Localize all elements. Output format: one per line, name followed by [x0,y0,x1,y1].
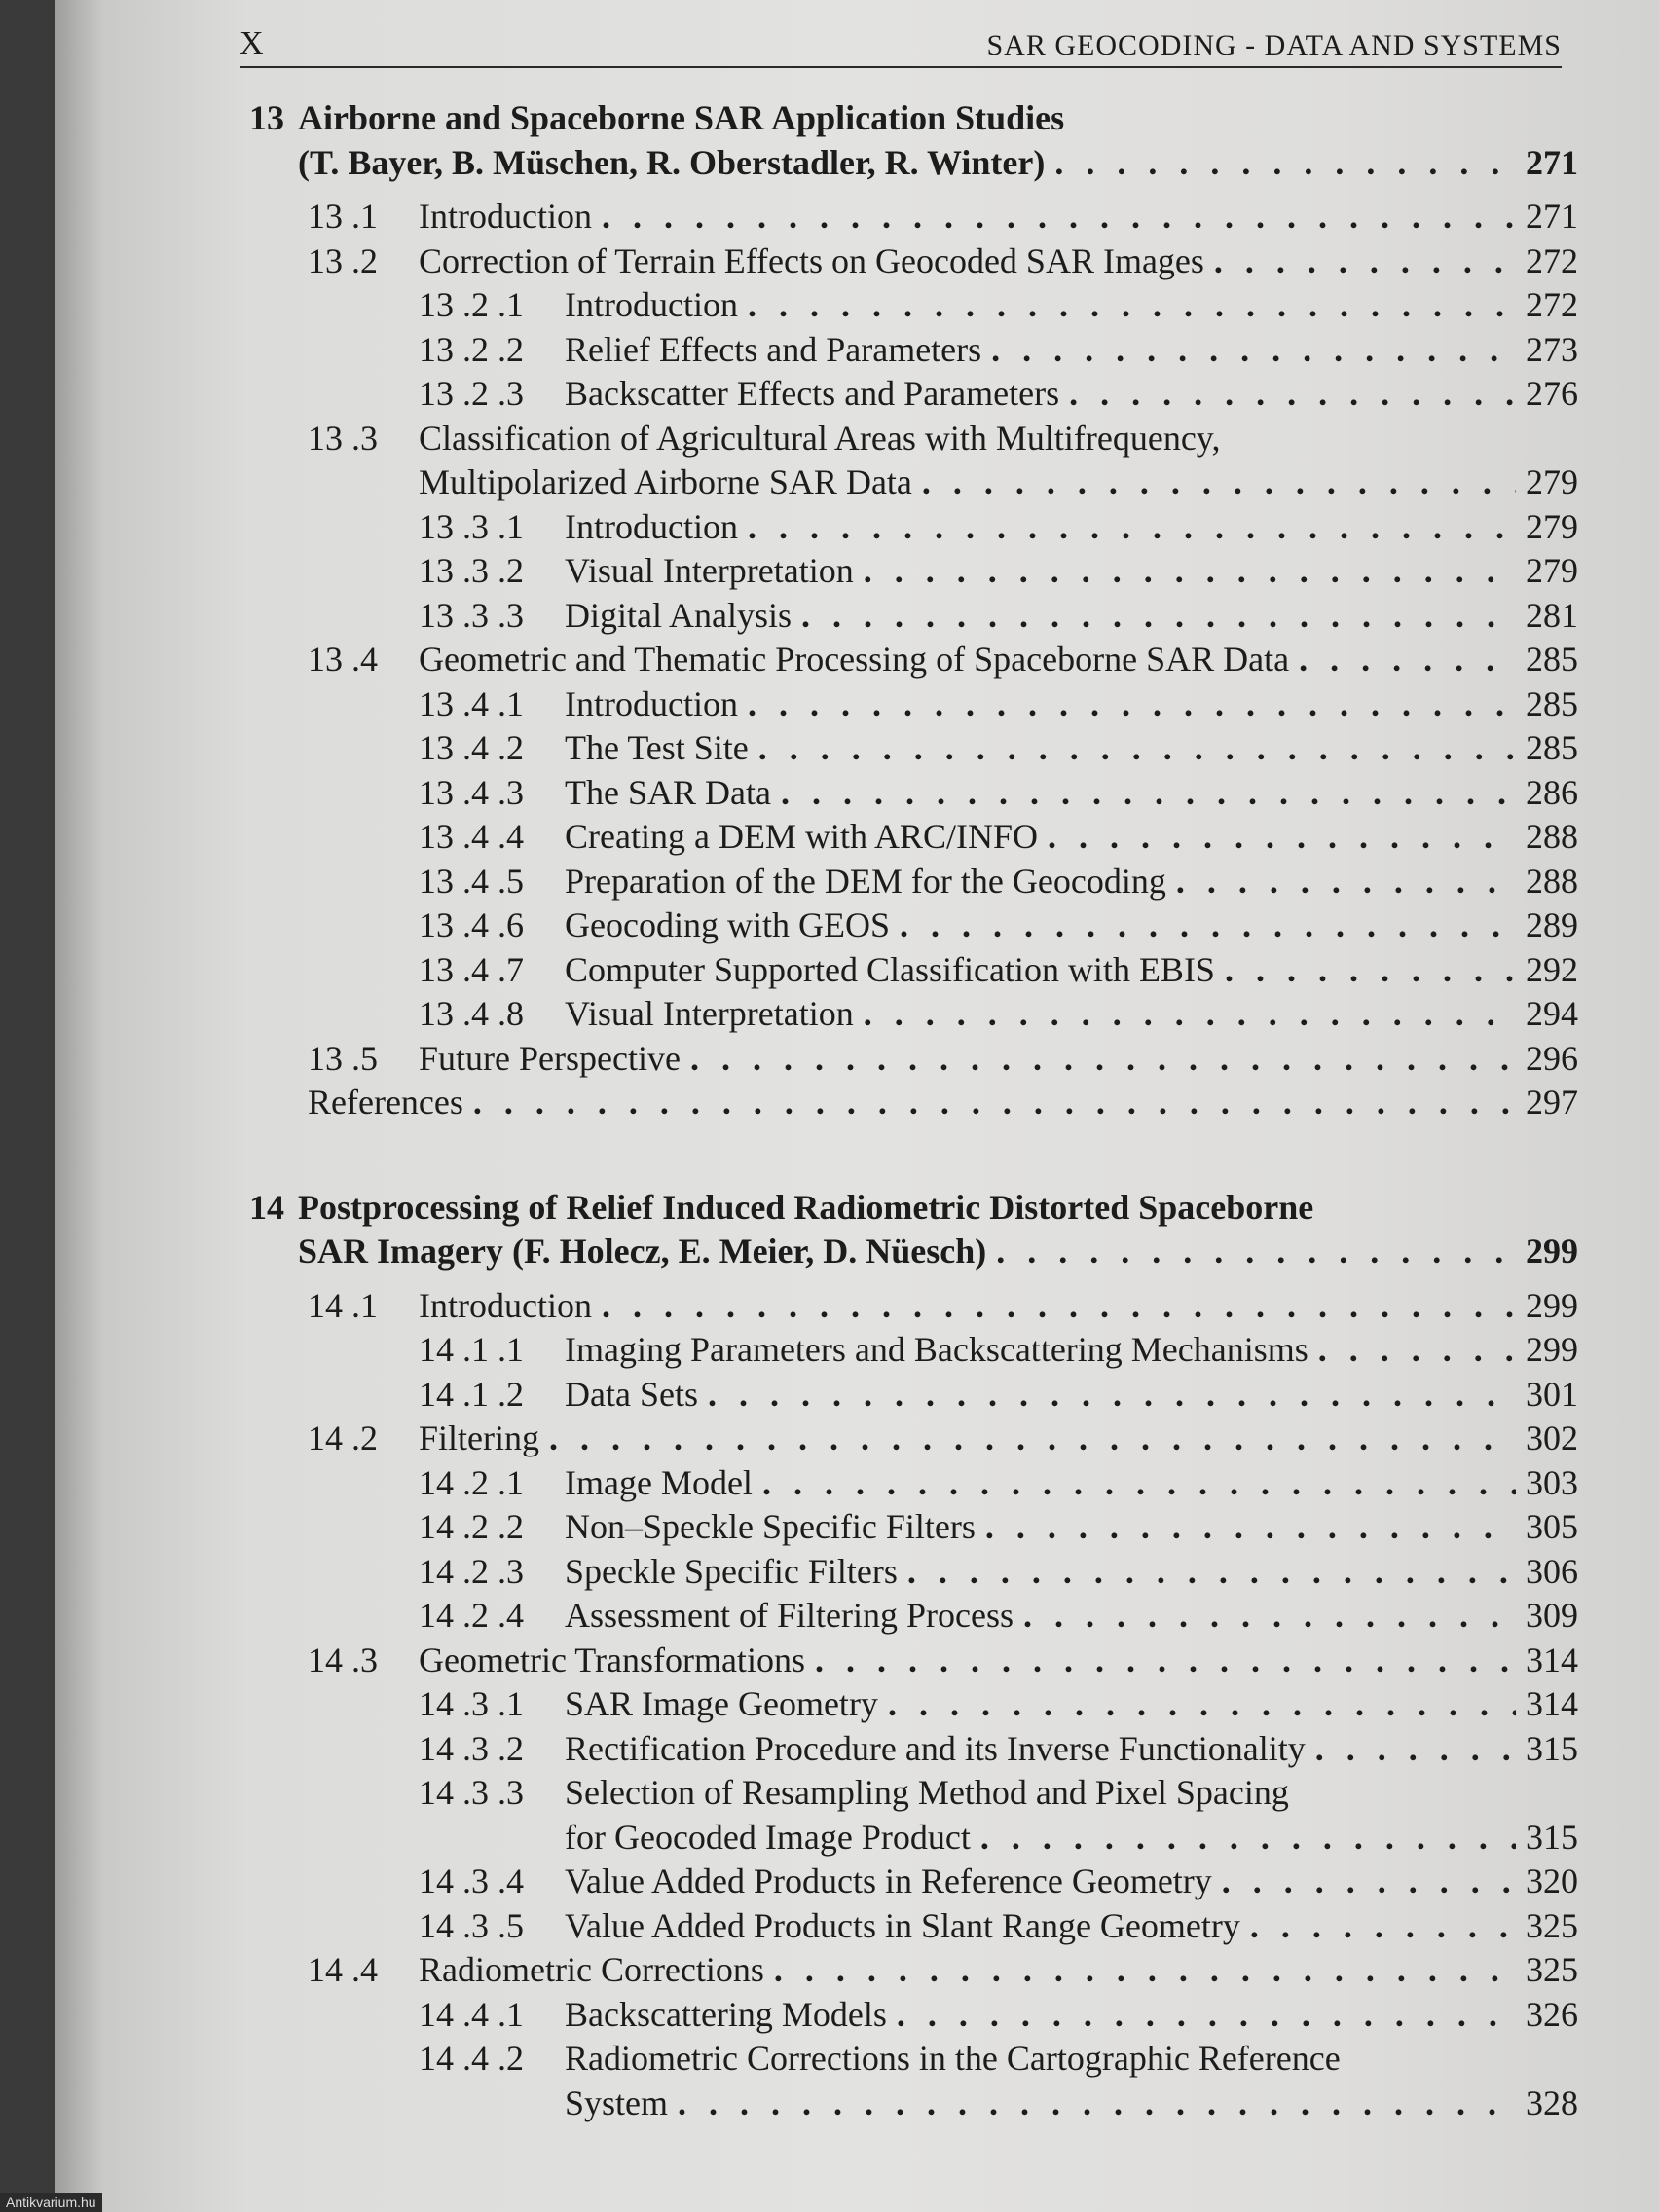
entry-title: Assessment of Filtering Process [565,1596,1014,1635]
entry-title-line [565,949,1578,990]
page-number: 309 [1526,1596,1578,1635]
dot-leader [1250,1905,1516,1946]
page-number: 285 [1526,683,1578,723]
dot-leader [602,196,1516,237]
entry-number: 13 .5 [308,1038,378,1078]
entry-title-line [565,373,1578,414]
entry-title-line [565,1595,1578,1636]
dot-leader [864,993,1516,1034]
entry-number: 14 .3 .4 [419,1862,524,1900]
entry-title: The SAR Data [565,772,771,812]
entry-number: 13 .3 .3 [419,595,524,635]
entry-title: Introduction [565,285,738,324]
entry-title: Future Perspective [419,1038,681,1078]
dot-leader [1214,240,1516,281]
entry-number: 14 .3 [308,1640,378,1679]
entry-title-line [565,1374,1578,1415]
entry-number: 14 .2 .1 [419,1462,524,1502]
page-number: 288 [1526,817,1578,856]
dot-leader [762,1462,1516,1503]
dot-leader [473,1082,1516,1123]
entry-title: Radiometric Corrections in the Cartographic Reference [565,2039,1341,2078]
entry-number: 13 .4 .5 [419,861,524,901]
entry-title-line [565,1772,1578,1813]
entry-title: Geometric Transformations [419,1640,805,1679]
entry-number: 14 .4 [308,1950,378,1989]
entry-title-line [298,1231,1578,1272]
entry-title: Filtering [419,1419,539,1457]
dot-leader [991,329,1516,370]
page-number: 301 [1526,1374,1578,1414]
entry-number: 13 .1 [308,197,378,236]
page-number: 299 [1526,1285,1578,1325]
entry-title: Geometric and Thematic Processing of Spaceborne SAR Data [419,640,1290,679]
entry-number: 13 .4 .2 [419,728,524,767]
entry-title: The Test Site [565,728,749,767]
page-number: 273 [1526,329,1578,369]
page-number: 299 [1526,1330,1578,1369]
entry-title-line [308,1082,1578,1123]
page-number: 325 [1526,1905,1578,1945]
entry-number: 14 .2 .2 [419,1507,524,1546]
entry-number: 14 .3 .5 [419,1905,524,1945]
entry-title: Introduction [419,197,592,236]
entry-title: Introduction [419,1285,592,1325]
entry-title: Non–Speckle Specific Filters [565,1507,976,1546]
entry-title-line [565,1905,1578,1946]
dot-leader [922,461,1516,502]
entry-number: 13 .4 .6 [419,905,524,944]
page-number: 292 [1526,949,1578,989]
dot-leader [708,1374,1516,1415]
entry-title-line [565,550,1578,591]
dot-leader [900,904,1516,945]
dot-leader [907,1551,1516,1592]
dot-leader [678,2083,1516,2123]
entry-title-line [419,1949,1578,1990]
entry-number: 13 .2 [308,240,378,280]
entry-title-line [419,1418,1578,1458]
dot-leader [1225,949,1516,990]
entry-number: 14 .1 .1 [419,1330,524,1369]
dot-leader [690,1038,1516,1079]
page-number: 276 [1526,374,1578,413]
entry-title: System [565,2083,669,2122]
entry-number: 13 .2 .1 [419,285,524,324]
entry-title-line [419,418,1578,459]
page-number: 314 [1526,1684,1578,1723]
page-number: 305 [1526,1507,1578,1546]
entry-title: Image Model [565,1462,753,1502]
page-number: 272 [1526,240,1578,280]
dot-leader [897,1994,1516,2035]
entry-number: 13 .4 .4 [419,817,524,856]
entry-title: Postprocessing of Relief Induced Radiometric Distorted Spaceborne [298,1187,1314,1227]
entry-title: Preparation of the DEM for the Geocoding [565,861,1166,901]
page-number: 306 [1526,1551,1578,1591]
entry-number: 13 .4 .7 [419,949,524,989]
entry-title-line [419,461,1578,502]
entry-title-line [565,1994,1578,2035]
page-number: 286 [1526,772,1578,812]
page-number-roman: X [240,25,264,61]
entry-title-line [565,1462,1578,1503]
page-number: 326 [1526,1994,1578,2034]
dot-leader [980,1817,1516,1858]
entry-title-line [565,727,1578,768]
entry-title-line [565,1329,1578,1370]
page-number: 314 [1526,1640,1578,1679]
entry-title-line [565,1728,1578,1769]
entry-title: Value Added Products in Reference Geometry [565,1862,1212,1900]
entry-title-line [565,772,1578,813]
page-number: 299 [1526,1232,1578,1271]
page-number: 302 [1526,1419,1578,1457]
entry-number: 14 .3 .2 [419,1728,524,1768]
entry-title-line [419,196,1578,237]
entry-title: Visual Interpretation [565,994,854,1033]
dot-leader [1299,639,1516,680]
page-number: 296 [1526,1038,1578,1078]
entry-number: 13 .3 [308,418,378,458]
entry-number: 13 .3 .1 [419,506,524,546]
entry-title-line [565,329,1578,370]
entry-title-line [565,595,1578,636]
entry-title: Classification of Agricultural Areas with Multifrequency, [419,418,1221,458]
entry-title-line [298,1187,1578,1228]
page-number: 281 [1526,595,1578,635]
entry-title: Creating a DEM with ARC/INFO [565,817,1038,856]
entry-title-line [565,993,1578,1034]
entry-title-line [565,1506,1578,1547]
dot-leader [888,1683,1516,1724]
entry-title: Computer Supported Classification with EBIS [565,949,1215,989]
dot-leader [1315,1728,1516,1769]
entry-title-line [565,284,1578,325]
entry-title-line [565,1861,1578,1901]
entry-title-line [565,904,1578,945]
running-header [240,23,1562,68]
page-number: 320 [1526,1862,1578,1900]
dot-leader [1048,816,1516,857]
book-page [55,0,1659,2212]
entry-number: 13 .3 .2 [419,551,524,590]
entry-number: 14 [249,1187,284,1227]
entry-number: 13 .2 .3 [419,374,524,413]
page-number: 271 [1526,197,1578,236]
page-number: 279 [1526,551,1578,590]
page-number: 279 [1526,462,1578,501]
entry-number: 13 .4 .1 [419,683,524,723]
entry-title-line [419,240,1578,281]
running-title: SAR GEOCODING - DATA AND SYSTEMS [986,29,1562,61]
dot-leader [1054,142,1516,183]
dot-leader [996,1231,1516,1272]
entry-title: Value Added Products in Slant Range Geometry [565,1905,1240,1945]
entry-number: 13 .2 .2 [419,329,524,369]
entry-title: Relief Effects and Parameters [565,329,982,369]
dot-leader [774,1949,1516,1990]
page-number: 303 [1526,1462,1578,1502]
entry-title-line [565,1817,1578,1858]
entry-title-line [565,506,1578,547]
dot-leader [801,595,1516,636]
dot-leader [1222,1861,1516,1901]
page-number: 279 [1526,506,1578,546]
dot-leader [602,1285,1516,1326]
dot-leader [748,683,1516,724]
page-number: 288 [1526,861,1578,901]
entry-title-line [565,2038,1578,2079]
entry-title: Imaging Parameters and Backscattering Mechanisms [565,1330,1309,1369]
entry-title: SAR Imagery (F. Holecz, E. Meier, D. Nüesch) [298,1232,987,1271]
entry-title-line [419,1640,1578,1680]
entry-title-line [298,142,1578,183]
dot-leader [748,506,1516,547]
entry-number: 14 .3 .1 [419,1684,524,1723]
entry-title-line [565,861,1578,902]
entry-title-line [565,1551,1578,1592]
entry-title: Geocoding with GEOS [565,905,890,944]
entry-number: 14 .2 .4 [419,1596,524,1635]
entry-title: Multipolarized Airborne SAR Data [419,462,912,501]
dot-leader [864,550,1516,591]
entry-title-line [565,683,1578,724]
entry-title-line [419,1285,1578,1326]
entry-title: Radiometric Corrections [419,1950,764,1989]
entry-title: Selection of Resampling Method and Pixel Spacing [565,1773,1289,1812]
dot-leader [985,1506,1516,1547]
entry-title: Airborne and Spaceborne SAR Application Studies [298,98,1065,137]
dot-leader [781,772,1516,813]
entry-number: 13 .4 [308,640,378,679]
entry-title: (T. Bayer, B. Müschen, R. Oberstadler, R. Winter) [298,142,1046,182]
dot-leader [758,727,1516,768]
entry-title: Backscatter Effects and Parameters [565,374,1060,413]
page-number: 297 [1526,1083,1578,1122]
entry-number: 13 .4 .8 [419,994,524,1033]
entry-title-line [419,639,1578,680]
entry-title: Introduction [565,506,738,546]
page-number: 325 [1526,1950,1578,1989]
watermark: Antikvarium.hu [0,2193,102,2212]
page-number: 315 [1526,1728,1578,1768]
dot-leader [1069,373,1516,414]
entry-title-line [298,97,1578,138]
entry-title: Digital Analysis [565,595,792,635]
entry-title: Speckle Specific Filters [565,1551,898,1591]
entry-title-line [565,816,1578,857]
page-number: 272 [1526,285,1578,324]
dot-leader [815,1640,1516,1680]
page-number: 285 [1526,640,1578,679]
page-number: 294 [1526,994,1578,1033]
entry-number: 14 .2 [308,1419,378,1457]
page-number: 315 [1526,1817,1578,1857]
entry-title: Correction of Terrain Effects on Geocoded SAR Images [419,240,1204,280]
entry-title: for Geocoded Image Product [565,1817,971,1857]
entry-title: Visual Interpretation [565,551,854,590]
entry-number: 14 .4 .1 [419,1994,524,2034]
entry-number: 13 .4 .3 [419,772,524,812]
entry-title: Introduction [565,683,738,723]
entry-title-line [419,1038,1578,1079]
entry-number: 14 .1 [308,1285,378,1325]
entry-title: References [308,1083,463,1122]
entry-title-line [565,1683,1578,1724]
dot-leader [748,284,1516,325]
entry-title: SAR Image Geometry [565,1684,878,1723]
entry-title: Rectification Procedure and its Inverse Functionality [565,1728,1306,1768]
page-number: 285 [1526,728,1578,767]
entry-number: 14 .4 .2 [419,2039,524,2078]
entry-number: 14 .1 .2 [419,1374,524,1414]
dot-leader [1318,1329,1516,1370]
page-number: 271 [1526,142,1578,182]
entry-number: 14 .2 .3 [419,1551,524,1591]
dot-leader [1023,1595,1516,1636]
dot-leader [549,1418,1516,1458]
page-number: 328 [1526,2083,1578,2122]
entry-number: 14 .3 .3 [419,1773,524,1812]
entry-title-line [565,2083,1578,2123]
page-number: 289 [1526,905,1578,944]
entry-number: 13 [249,98,284,137]
dot-leader [1176,861,1516,902]
entry-title: Data Sets [565,1374,698,1414]
entry-title: Backscattering Models [565,1994,887,2034]
